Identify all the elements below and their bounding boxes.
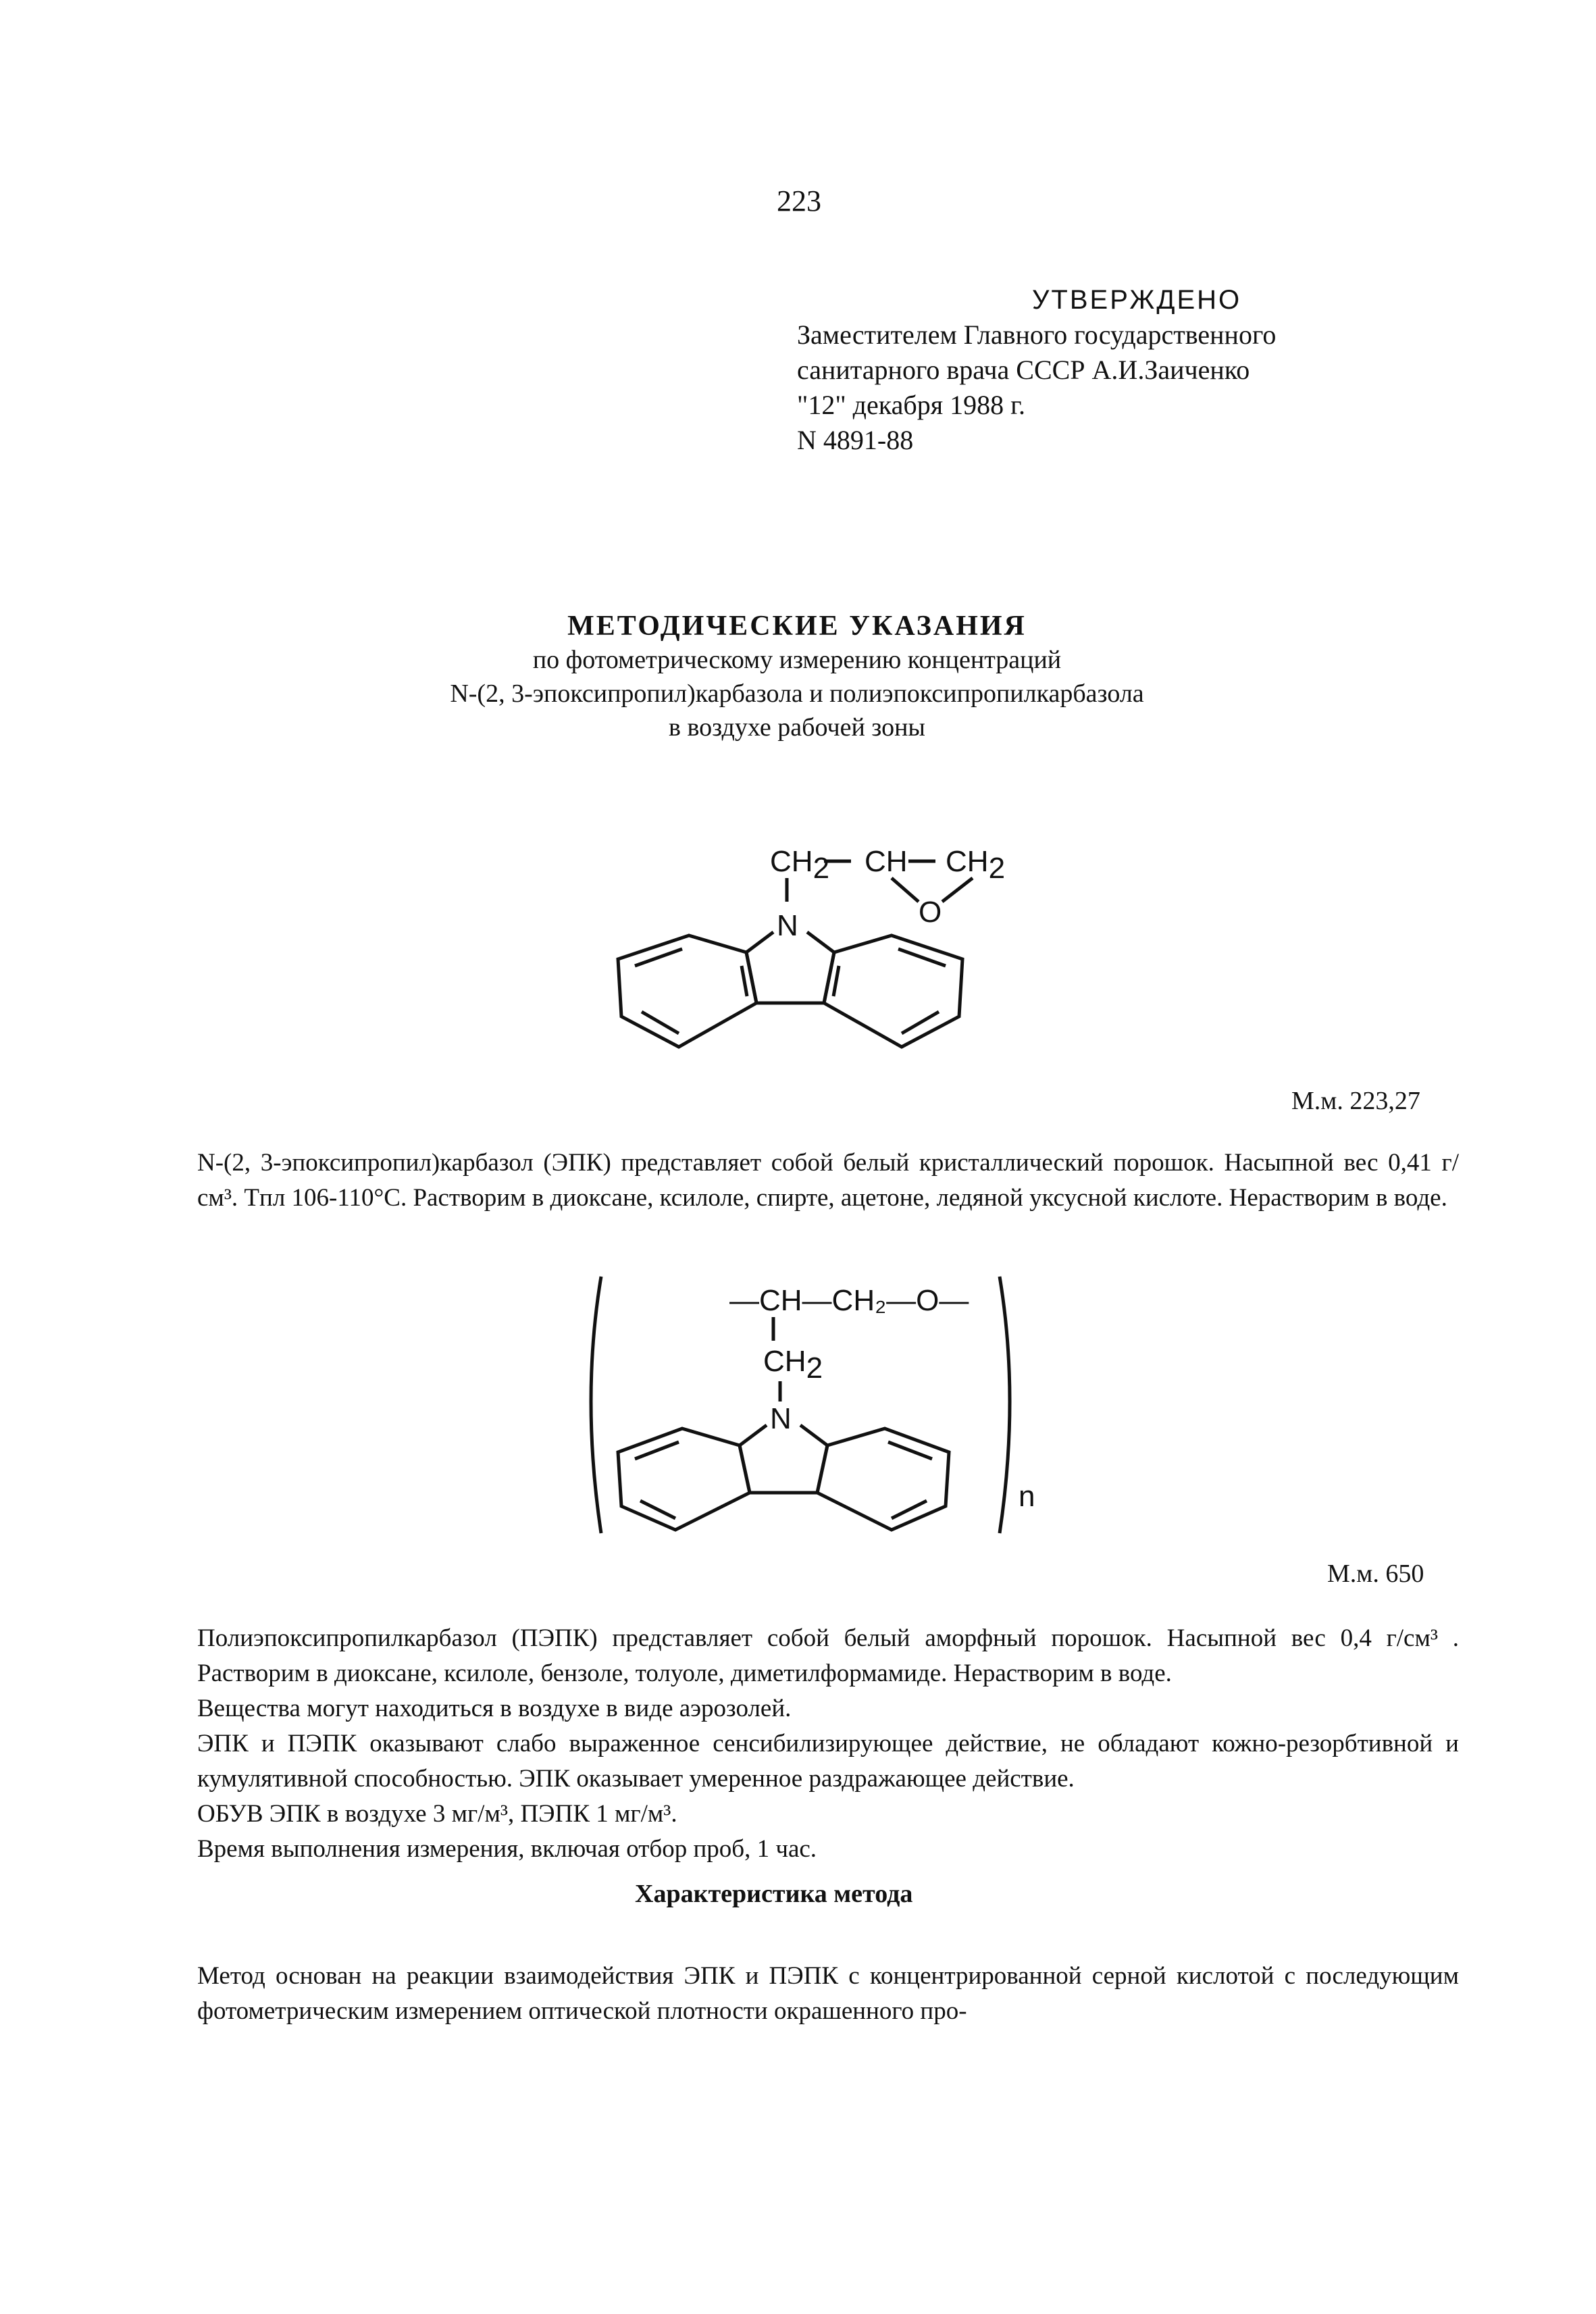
approval-block	[797, 282, 1276, 458]
title-line: в воздухе рабочей зоны	[669, 713, 925, 742]
approval-line: N 4891-88	[797, 425, 914, 455]
epoxide-o-label: O	[919, 896, 942, 929]
ch2-left-label: CH2	[770, 845, 830, 885]
approval-line: "12" декабря 1988 г.	[797, 390, 1025, 420]
time-note: Время выполнения измерения, включая отбор проб, 1 час.	[197, 1835, 817, 1863]
epk-structure	[594, 824, 1027, 1081]
pepk-chain-label: —CH—CH₂—O—	[729, 1284, 969, 1317]
title-line: N-(2, 3-эпоксипропил)карбазола и полиэпоксипропилкарбазола	[450, 679, 1144, 708]
body-text	[197, 1621, 1459, 1867]
method-text: Метод основан на реакции взаимодействия ЭПК и ПЭПК с концентрированной серной кислотой с последующим фотометрическим измерением оптической плотности окрашенного про-	[197, 1962, 1459, 2025]
epk-description: N-(2, 3-эпоксипропил)карбазол (ЭПК) представляет собой белый кристаллический порошок. Насыпной вес 0,41 г/см³. Tпл 106-110°С. Растворим в диоксане, ксилоле, спирте, ацетоне, ледяной уксусной кислоте. Нерастворим в воде.	[197, 1149, 1459, 1212]
ch-label: CH	[865, 845, 908, 878]
approval-line: санитарного врача СССР А.И.Заиченко	[797, 355, 1250, 385]
title-main: МЕТОДИЧЕСКИЕ УКАЗАНИЯ	[567, 611, 1027, 642]
ch2-right-label: CH2	[946, 845, 1006, 885]
approval-heading: УТВЕРЖДЕНО	[1032, 285, 1242, 315]
title-line: по фотометрическому измерению концентраций	[532, 646, 1062, 674]
section-title: Характеристика метода	[635, 1880, 913, 1908]
toxicity-note: ЭПК и ПЭПК оказывают слабо выраженное сенсибилизирующее действие, не обладают кожно-резорбтивной и кумулятивной способностью. ЭПК оказывает умеренное раздражающее действие.	[197, 1730, 1459, 1793]
nitrogen-label: N	[777, 909, 798, 942]
pepk-ch2-label: CH2	[763, 1345, 823, 1385]
polymer-index-n: n	[1019, 1480, 1035, 1513]
obuv-note: ОБУВ ЭПК в воздухе 3 мг/м³, ПЭПК 1 мг/м³.	[197, 1800, 677, 1828]
page-number: 223	[777, 184, 821, 217]
document-title	[270, 609, 1324, 744]
epk-molecular-mass: М.м. 223,27	[1291, 1087, 1420, 1115]
pepk-nitrogen-label: N	[770, 1402, 792, 1435]
pepk-structure	[581, 1263, 1054, 1547]
approval-line: Заместителем Главного государственного	[797, 319, 1277, 350]
pepk-description: Полиэпоксипропилкарбазол (ПЭПК) представляет собой белый аморфный порошок. Насыпной вес 0,4 г/см³ . Растворим в диоксане, ксилоле, бензоле, толуоле, диметилформамиде. Нерастворим в воде.	[197, 1624, 1459, 1687]
pepk-molecular-mass: М.м. 650	[1327, 1560, 1424, 1588]
aerosol-note: Вещества могут находиться в воздухе в виде аэрозолей.	[197, 1695, 792, 1722]
